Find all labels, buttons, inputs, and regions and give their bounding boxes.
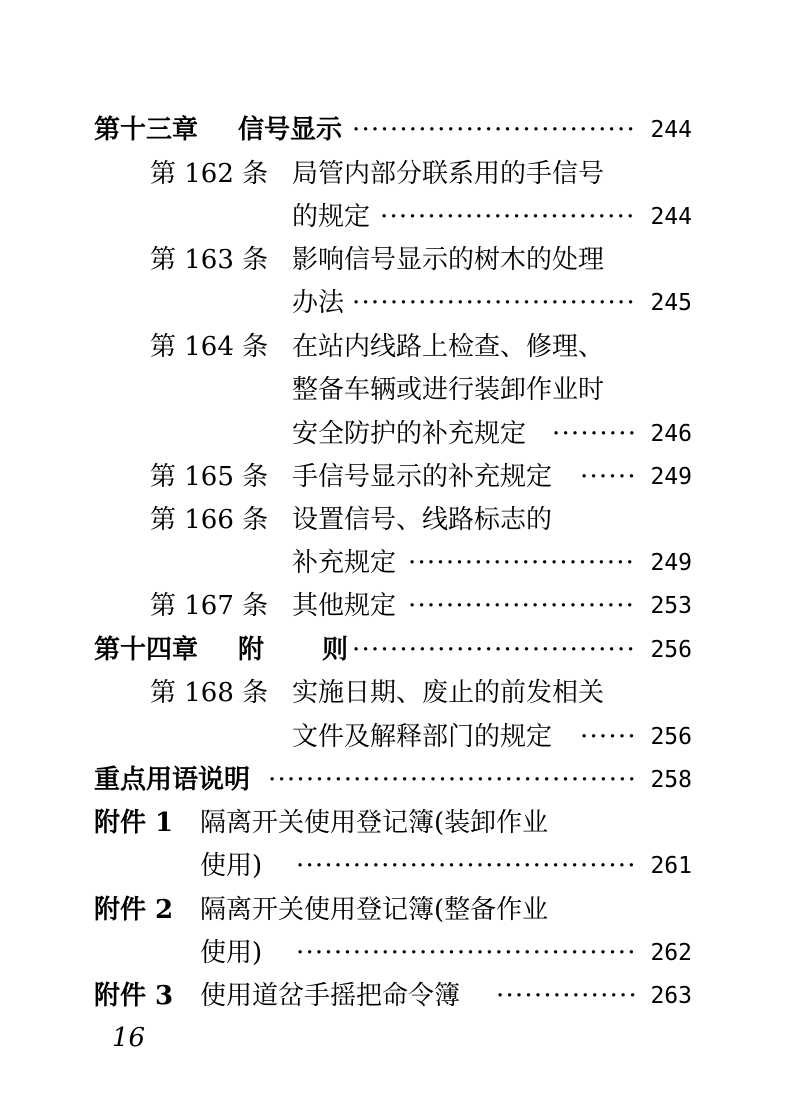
article-166-title-line2: 补充规定	[292, 548, 397, 578]
dot-leader	[580, 457, 636, 497]
article-164-page: 246	[650, 421, 692, 447]
article-163-title-line2: 办法	[292, 288, 345, 318]
attachment-2-label: 附件 2	[94, 895, 174, 925]
article-163-page: 245	[650, 290, 692, 316]
dot-leader	[268, 760, 636, 800]
dot-leader	[352, 630, 636, 670]
attachment-2-title-line1: 隔离开关使用登记簿(整备作业	[200, 895, 549, 925]
article-166-page: 249	[650, 550, 692, 576]
article-168-page: 256	[650, 724, 692, 750]
article-165-label: 第 165 条	[150, 462, 269, 492]
article-164-title-line1: 在站内线路上检查、修理、	[292, 332, 605, 362]
article-165-page: 249	[650, 464, 692, 490]
chapter-13-label: 第十三章	[94, 115, 199, 145]
article-162-title-line1: 局管内部分联系用的手信号	[292, 159, 605, 189]
article-168-title-line2: 文件及解释部门的规定	[292, 722, 553, 752]
dot-leader	[296, 933, 636, 973]
article-164-title-line3: 安全防护的补充规定	[292, 419, 527, 449]
attachment-1-page: 261	[650, 853, 692, 879]
dot-leader	[552, 414, 636, 454]
article-162-page: 244	[650, 204, 692, 230]
attachment-1-title-line2: 使用)	[200, 851, 263, 881]
article-164-label: 第 164 条	[150, 332, 269, 362]
dot-leader	[580, 717, 636, 757]
attachment-2-page: 262	[650, 940, 692, 966]
article-162-label: 第 162 条	[150, 159, 269, 189]
chapter-14-label: 第十四章	[94, 635, 199, 665]
chapter-14-page: 256	[650, 637, 692, 663]
dot-leader	[496, 976, 636, 1016]
dot-leader	[296, 846, 636, 886]
page-number: 16	[112, 1023, 146, 1053]
chapter-13-page: 244	[650, 117, 692, 143]
chapter-14-title-b: 则	[322, 635, 349, 665]
attachment-1-label: 附件 1	[94, 808, 174, 838]
attachment-3-page: 263	[650, 983, 692, 1009]
key-terms-page: 258	[650, 767, 692, 793]
article-168-title-line1: 实施日期、废止的前发相关	[292, 678, 605, 708]
key-terms-title: 重点用语说明	[94, 765, 251, 795]
article-168-label: 第 168 条	[150, 678, 269, 708]
dot-leader	[380, 197, 636, 237]
chapter-13-title: 信号显示	[238, 115, 343, 145]
chapter-14-title-a: 附	[238, 635, 265, 665]
article-163-title-line1: 影响信号显示的树木的处理	[292, 245, 605, 275]
article-165-title-line1: 手信号显示的补充规定	[292, 462, 553, 492]
article-163-label: 第 163 条	[150, 245, 269, 275]
dot-leader	[352, 110, 636, 150]
article-167-label: 第 167 条	[150, 591, 269, 621]
article-162-title-line2: 的规定	[292, 202, 371, 232]
dot-leader	[408, 543, 636, 583]
attachment-2-title-line2: 使用)	[200, 938, 263, 968]
attachment-3-title-line1: 使用道岔手摇把命令簿	[200, 981, 461, 1011]
article-164-title-line2: 整备车辆或进行装卸作业时	[292, 375, 605, 405]
article-167-title-line1: 其他规定	[292, 591, 397, 621]
attachment-1-title-line1: 隔离开关使用登记簿(装卸作业	[200, 808, 549, 838]
article-166-label: 第 166 条	[150, 505, 269, 535]
dot-leader	[408, 586, 636, 626]
article-167-page: 253	[650, 593, 692, 619]
attachment-3-label: 附件 3	[94, 981, 174, 1011]
dot-leader	[352, 283, 636, 323]
article-166-title-line1: 设置信号、线路标志的	[292, 505, 553, 535]
